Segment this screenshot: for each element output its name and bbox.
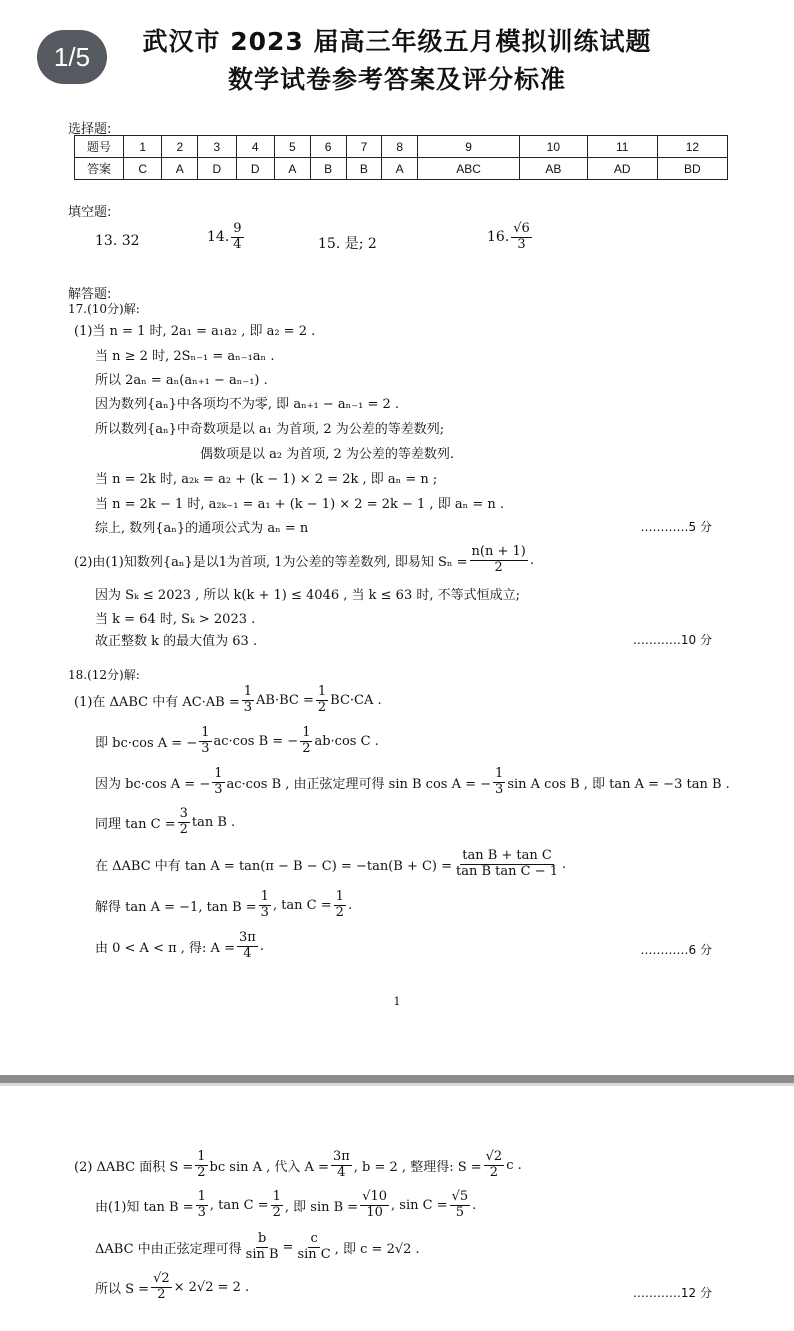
table-cell: B: [346, 158, 382, 180]
denominator: 5: [455, 1204, 465, 1220]
text: sin A cos B , 即 tan A = −3 tan B .: [507, 776, 730, 792]
denominator: sin B: [245, 1246, 279, 1262]
text: , b = 2 , 整理得: S =: [353, 1159, 482, 1175]
q17-line: 因为 Sₖ ≤ 2023 , 所以 k(k + 1) ≤ 4046 , 当 k ≤ 63 时, 不等式恒成立;: [95, 588, 521, 603]
q17-line: 偶数项是以 a₂ 为首项, 2 为公差的等差数列.: [200, 447, 455, 462]
doc-title: 武汉市 2023 届高三年级五月模拟训练试题: [142, 27, 652, 56]
table-cell: 2: [162, 136, 198, 158]
text: (1)在 ΔABC 中有 AC·AB =: [74, 694, 240, 710]
fraction: [295, 1232, 332, 1263]
denominator: 10: [366, 1204, 383, 1220]
numerator: b: [257, 1231, 267, 1246]
fraction: [493, 767, 505, 798]
choice-heading: 选择题:: [68, 122, 112, 137]
text: AB·BC =: [256, 692, 314, 708]
numerator: 9: [233, 221, 242, 236]
table-header-cell: 答案: [75, 158, 124, 180]
denominator: 2: [197, 1164, 206, 1180]
table-row: [75, 136, 728, 158]
q17-line: 当 n = 2k 时, a₂ₖ = a₂ + (k − 1) × 2 = 2k , 即 aₙ = n ;: [95, 472, 438, 487]
fraction: [244, 1232, 281, 1263]
text: 因为 bc·cos A = −: [95, 776, 211, 792]
numerator: 1: [260, 889, 269, 904]
table-row: [75, 158, 728, 180]
text: c .: [506, 1157, 522, 1173]
doc-subtitle: 数学试卷参考答案及评分标准: [227, 65, 566, 94]
fraction: [271, 1190, 283, 1221]
numerator: 3π: [238, 930, 256, 945]
fill-label: 16.: [487, 229, 510, 246]
text: =: [282, 1239, 294, 1255]
q17-heading: 17.(10分)解:: [68, 302, 140, 316]
q17-line: (1)当 n = 1 时, 2a₁ = a₁a₂ , 即 a₂ = 2 .: [74, 324, 316, 339]
text: 由 0 < A < π , 得: A =: [95, 940, 235, 956]
denominator: 3: [197, 1204, 206, 1220]
fraction: [331, 1150, 352, 1181]
fraction: [242, 685, 254, 716]
denominator: 2: [302, 740, 311, 756]
numerator: c: [310, 1231, 318, 1246]
denominator: 2: [179, 821, 188, 837]
table-cell: 6: [310, 136, 346, 158]
q17-line: 所以 2aₙ = aₙ(aₙ₊₁ − aₙ₋₁) .: [95, 373, 268, 388]
table-cell: 1: [124, 136, 162, 158]
fraction: [237, 931, 258, 962]
fill-answer-13: 13. 32: [95, 233, 140, 249]
q18-part2-line: [95, 1272, 249, 1303]
q18-line: 解得 tan A = −1, tan B = $\frac{1}{3}$ , tan C = $\frac{1}{2}$ .: [95, 889, 353, 920]
denominator: 3: [201, 740, 210, 756]
table-cell: D: [236, 158, 274, 180]
numerator: 1: [214, 766, 223, 781]
text: (2)由(1)知数列{aₙ}是以1为首项, 1为公差的等差数列, 即易知 Sₙ =: [74, 554, 468, 570]
table-cell: 8: [382, 136, 418, 158]
numerator: 1: [272, 1189, 281, 1204]
text: × 2√2 = 2 .: [173, 1279, 250, 1295]
fraction: [316, 685, 328, 716]
table-cell: 9: [418, 136, 520, 158]
fraction: [195, 1150, 207, 1181]
q17-line: (2)由(1)知数列{aₙ}是以1为首项, 1为公差的等差数列, 即易知 Sₙ = $\frac{n(n + 1)}{2}$ .: [74, 544, 534, 575]
denominator: 3: [517, 236, 526, 252]
fraction: [231, 222, 243, 253]
denominator: 4: [337, 1164, 346, 1180]
text: , 即 c = 2√2 .: [334, 1241, 420, 1257]
denominator: 4: [243, 945, 252, 961]
table-cell: 12: [657, 136, 727, 158]
text: BC·CA .: [330, 692, 382, 708]
table-cell: C: [124, 158, 162, 180]
text: 由(1)知 tan B =: [95, 1199, 194, 1215]
table-cell: A: [382, 158, 418, 180]
text: 在 ΔABC 中有 tan A = tan(π − B − C) = −tan(B + C) =: [95, 858, 453, 874]
denominator: 2: [317, 699, 327, 715]
fraction: [151, 1272, 172, 1303]
q18-part2-line: [95, 1232, 420, 1263]
q18-line: 由 0 < A < π , 得: A = $\frac{3\pi}{4}$ .: [95, 930, 264, 961]
text: 即 bc·cos A = −: [95, 735, 198, 751]
denominator: 3: [260, 904, 269, 920]
denominator: 2: [335, 904, 344, 920]
text: tan B .: [191, 814, 236, 830]
text: 解得 tan A = −1, tan B =: [95, 899, 257, 915]
fraction: [450, 1190, 471, 1221]
q17-line: 因为数列{aₙ}中各项均不为零, 即 aₙ₊₁ − aₙ₋₁ = 2 .: [95, 397, 400, 412]
fraction: [259, 890, 271, 921]
fraction: [300, 726, 312, 757]
q18-line: [95, 767, 730, 798]
page-number: 1: [393, 995, 401, 1008]
q17-line: 故正整数 k 的最大值为 63 .: [95, 634, 258, 649]
table-cell: ABC: [418, 158, 520, 180]
fraction: [334, 890, 346, 921]
fraction: [484, 1150, 505, 1181]
q18-line: [74, 685, 382, 716]
denominator: sin C: [297, 1246, 331, 1262]
numerator: √5: [451, 1189, 469, 1204]
numerator: 3π: [332, 1149, 350, 1164]
text: ac·cos B = −: [213, 733, 299, 749]
fraction: [196, 1190, 208, 1221]
denominator: 4: [233, 236, 242, 252]
fill-heading: 填空题:: [68, 205, 112, 220]
denominator: 2: [272, 1204, 281, 1220]
score-marker: …………5 分: [640, 520, 712, 534]
table-cell: 7: [346, 136, 382, 158]
fraction: [178, 807, 190, 838]
q18-line: [95, 807, 235, 838]
text: ac·cos B , 由正弦定理可得 sin B cos A = −: [226, 776, 492, 792]
numerator: 1: [302, 725, 311, 740]
fraction: [199, 726, 211, 757]
numerator: n(n + 1): [471, 544, 526, 559]
table-cell: B: [310, 158, 346, 180]
text: 同理 tan C =: [95, 816, 176, 832]
table-cell: 3: [198, 136, 236, 158]
text: bc sin A , 代入 A =: [209, 1159, 329, 1175]
fill-label: 14.: [207, 229, 230, 246]
denominator: 2: [489, 1164, 499, 1180]
q18-heading: 18.(12分)解:: [68, 668, 140, 682]
text: , 即 sin B =: [284, 1199, 359, 1215]
q17-line: 当 k = 64 时, Sₖ > 2023 .: [95, 612, 256, 627]
numerator: 1: [317, 684, 327, 699]
score-marker: …………12 分: [632, 1286, 712, 1300]
denominator: 2: [157, 1286, 166, 1302]
numerator: √2: [485, 1149, 503, 1164]
text: , tan C =: [272, 897, 332, 913]
numerator: √2: [153, 1271, 170, 1286]
text: (2) ΔABC 面积 S =: [74, 1159, 194, 1175]
denominator: 3: [495, 781, 504, 797]
text: , tan C =: [209, 1197, 269, 1213]
q18-line: [95, 726, 379, 757]
denominator: 3: [214, 781, 223, 797]
table-cell: A: [162, 158, 198, 180]
score-marker: …………6 分: [640, 943, 712, 957]
denominator: 2: [494, 559, 503, 575]
fraction: [212, 767, 224, 798]
page-indicator-badge: 1/5: [37, 30, 107, 84]
table-cell: AB: [520, 158, 588, 180]
fraction: [360, 1190, 389, 1221]
denominator: tan B tan C − 1: [456, 863, 559, 879]
table-cell: AD: [587, 158, 657, 180]
q18-line: 在 ΔABC 中有 tan A = tan(π − B − C) = −tan(B + C) = $\frac{\text{tan B + tan C}}{\text{tan B tan C − 1}}$ .: [95, 848, 567, 879]
numerator: 1: [495, 766, 504, 781]
q17-line: 当 n = 2k − 1 时, a₂ₖ₋₁ = a₁ + (k − 1) × 2 = 2k − 1 , 即 aₙ = n .: [95, 497, 504, 512]
fill-answer-14: [207, 222, 246, 253]
table-cell: 5: [274, 136, 310, 158]
text: , sin C =: [391, 1197, 448, 1213]
q18-part2-line: 由(1)知 tan B = $\frac{1}{3}$ , tan C = $\frac{1}{2}$ , 即 sin B = $\frac{√10}{10}$ , sin C = $\frac{√5}{5}$ .: [95, 1189, 477, 1220]
numerator: 3: [179, 806, 188, 821]
fill-answer-15: 15. 是; 2: [318, 236, 377, 252]
fraction: [470, 545, 528, 576]
fill-answer-16: [487, 222, 534, 253]
text: ΔABC 中由正弦定理可得: [95, 1241, 242, 1257]
fraction: [454, 849, 560, 880]
text: ab·cos C .: [314, 733, 379, 749]
table-cell: BD: [657, 158, 727, 180]
score-marker: …………10 分: [632, 633, 712, 647]
table-cell: A: [274, 158, 310, 180]
denominator: 3: [243, 699, 253, 715]
numerator: 1: [335, 889, 344, 904]
numerator: √6: [513, 221, 530, 236]
numerator: √10: [362, 1189, 388, 1204]
numerator: 1: [201, 725, 210, 740]
solve-heading: 解答题:: [68, 287, 112, 302]
q18-part2-line: [74, 1150, 522, 1181]
q17-line: 所以数列{aₙ}中奇数项是以 a₁ 为首项, 2 为公差的等差数列;: [95, 422, 445, 437]
table-cell: D: [198, 158, 236, 180]
page-divider: [0, 1075, 794, 1083]
table-cell: 11: [587, 136, 657, 158]
fraction: [511, 222, 532, 253]
table-cell: 10: [520, 136, 588, 158]
page-divider-shadow: [0, 1083, 794, 1086]
q17-line: 当 n ≥ 2 时, 2Sₙ₋₁ = aₙ₋₁aₙ .: [95, 349, 275, 364]
table-cell: 4: [236, 136, 274, 158]
q17-line: 综上, 数列{aₙ}的通项公式为 aₙ = n: [95, 521, 309, 536]
numerator: 1: [197, 1189, 206, 1204]
text: 所以 S =: [95, 1281, 150, 1297]
choice-answer-table: [74, 135, 728, 180]
table-header-cell: 题号: [75, 136, 124, 158]
numerator: 1: [197, 1149, 206, 1164]
numerator: 1: [243, 684, 253, 699]
numerator: tan B + tan C: [462, 848, 552, 863]
